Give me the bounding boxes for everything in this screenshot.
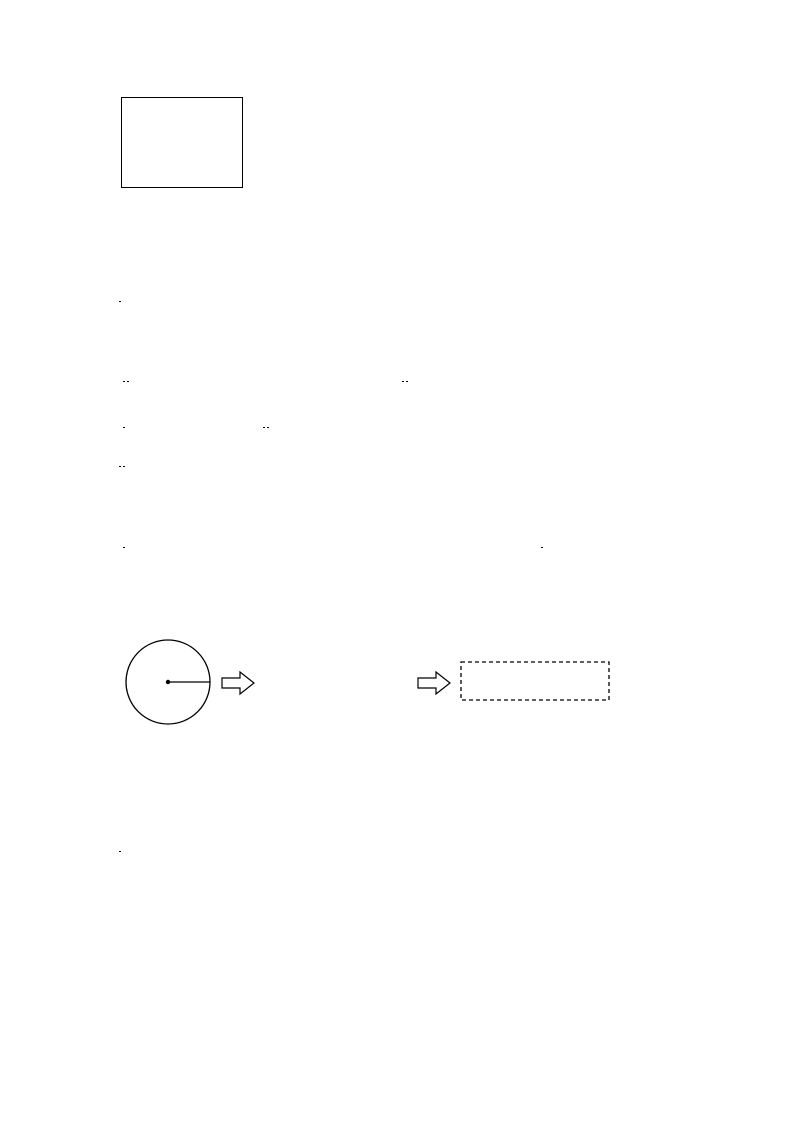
arrow-icon: [418, 672, 450, 694]
arrow-icon: [222, 672, 254, 694]
approximate-rectangle: [461, 662, 609, 700]
question-7-line1: [118, 300, 122, 303]
q8-option-a: [118, 540, 126, 555]
question-11-part1: [118, 850, 122, 853]
q7-fraction: [119, 300, 121, 303]
question-8-line1: [118, 465, 126, 468]
q7-option-d: [258, 420, 270, 435]
fraction-grid-figure: [121, 97, 243, 188]
q7-option-a: [118, 374, 130, 389]
q7-option-c: [118, 420, 126, 435]
circle-to-rectangle-figure: [118, 636, 618, 732]
q8-option-d: [536, 540, 544, 555]
q7-option-b: [397, 374, 409, 389]
circle-figure: [126, 640, 210, 724]
